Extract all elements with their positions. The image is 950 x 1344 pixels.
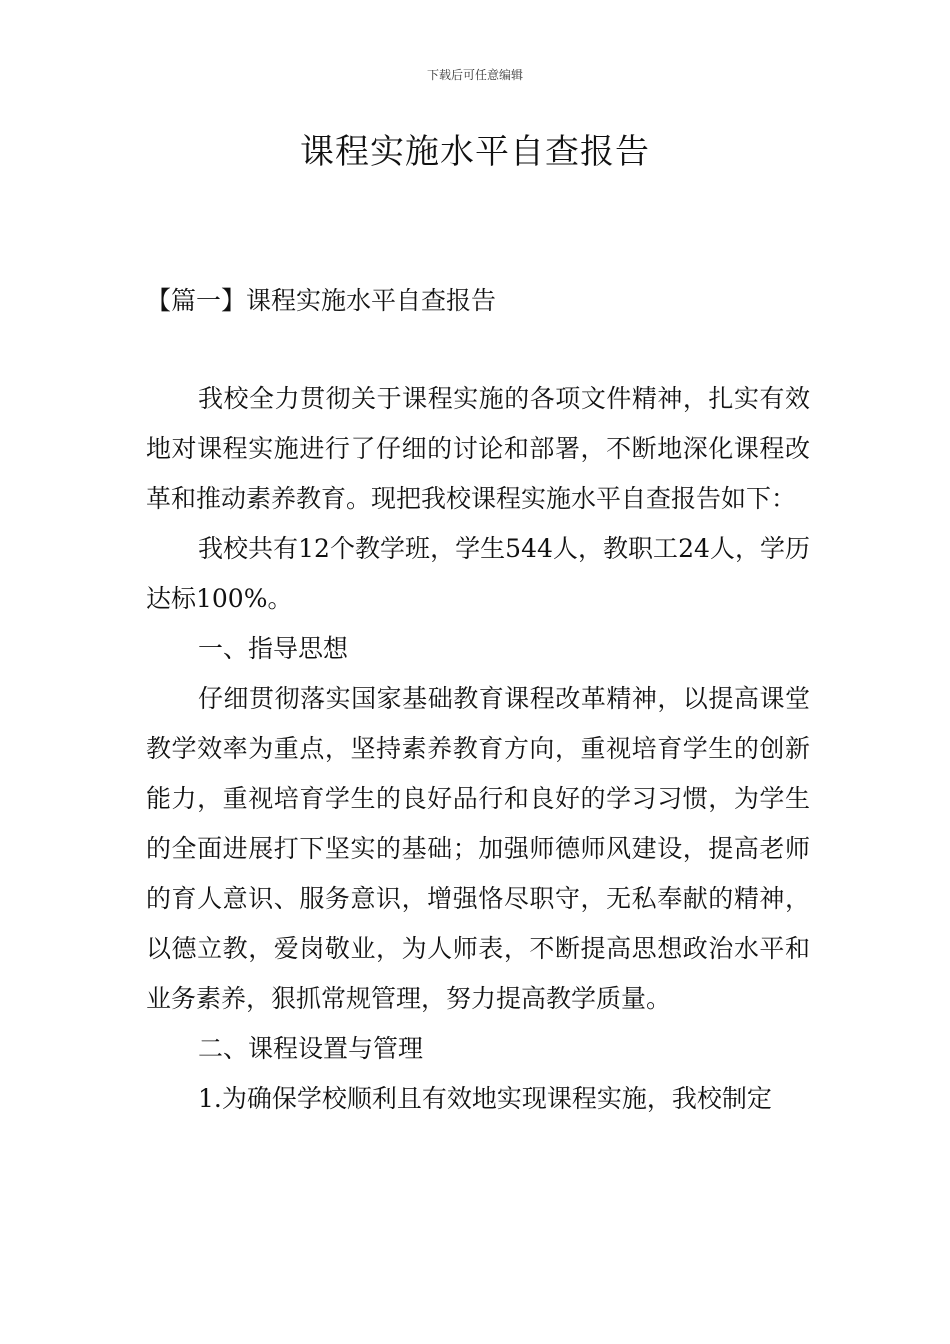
section-heading: 【篇一】课程实施水平自查报告 (146, 286, 497, 315)
paragraph-curriculum-item-1: 1.为确保学校顺利且有效地实现课程实施，我校制定 (198, 1084, 772, 1113)
document-title: 课程实施水平自查报告 (300, 132, 650, 172)
header-note: 下载后可任意编辑 (426, 68, 523, 82)
heading-guiding-ideology: 一、指导思想 (198, 634, 349, 663)
paragraph-guiding-ideology: 仔细贯彻落实国家基础教育课程改革精神，以提高课堂教学效率为重点，坚持素养教育方向，重视培育学生的创新能力，重视培育学生的良好品行和良好的学习习惯，为学生的全面进展打下坚实的基础；加强师德师风建设，提高老师的育人意识、服务意识，增强恪尽职守，无私奉献的精神，以德立教，爱岗敬业，为人师表，不断提高思想政治水平和业务素养，狠抓常规管理，努力提高教学质量。 (146, 684, 810, 1013)
paragraph-school-stats: 我校共有12个教学班，学生544人，教职工24人，学历达标100%。 (146, 534, 810, 613)
document-body (146, 374, 810, 1124)
heading-curriculum-management: 二、课程设置与管理 (198, 1034, 424, 1063)
paragraph-intro: 我校全力贯彻关于课程实施的各项文件精神，扎实有效地对课程实施进行了仔细的讨论和部署，不断地深化课程改革和推动素养教育。现把我校课程实施水平自查报告如下： (146, 384, 810, 513)
